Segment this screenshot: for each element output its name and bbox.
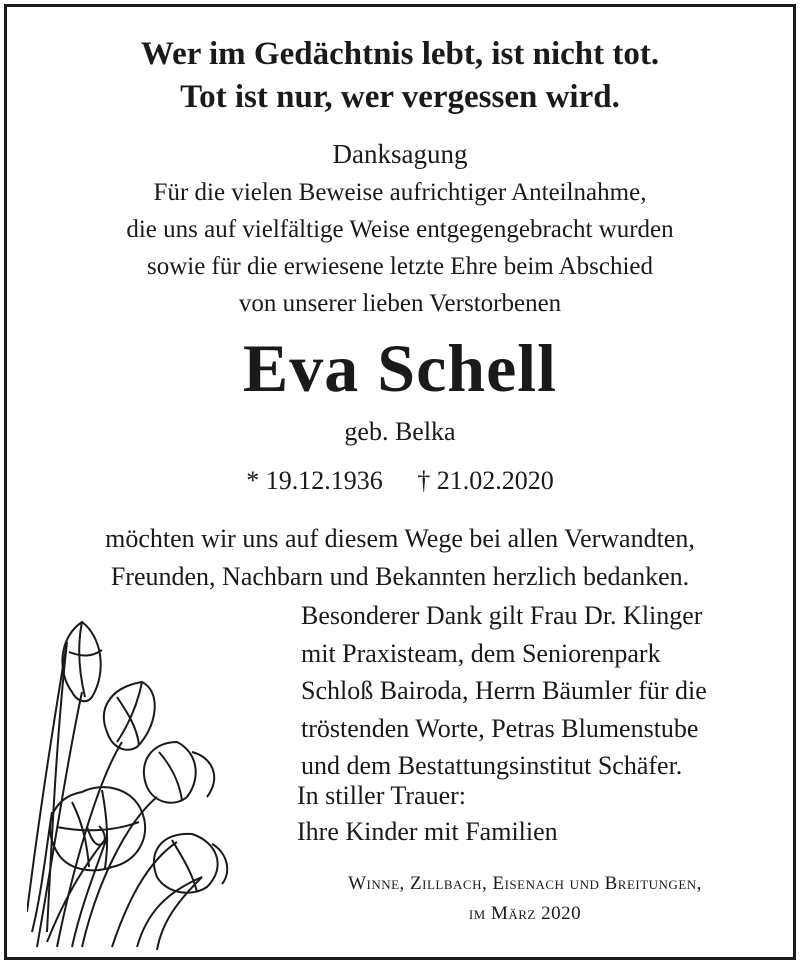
places-and-date — [257, 869, 793, 929]
mourning-line-2: Ihre Kinder mit Familien — [297, 817, 558, 846]
obituary-card — [4, 4, 796, 960]
motto-line-1: Wer im Gedächtnis lebt, ist nicht tot. — [140, 36, 660, 72]
birth-name: geb. Belka — [344, 417, 456, 446]
mourning-line-1: In stiller Trauer: — [297, 781, 466, 810]
death-date: † 21.02.2020 — [417, 466, 554, 495]
places-line: Winne, Zillbach, Eisenach und Breitungen, — [348, 873, 702, 894]
deceased-name: Eva Schell — [242, 330, 558, 406]
heading: Danksagung — [332, 139, 468, 169]
special-thanks-line: Besonderer Dank gilt Frau Dr. Klinger — [301, 601, 703, 630]
message-line: möchten wir uns auf diesem Wege bei allen Verwandten, — [105, 524, 695, 553]
thanks-line: die uns auf vielfältige Weise entgegengebracht wurden — [126, 216, 674, 243]
special-thanks-line: mit Praxisteam, dem Seniorenpark — [301, 638, 661, 668]
date-line: im März 2020 — [468, 903, 582, 924]
life-dates — [7, 463, 793, 499]
message-line: Freunden, Nachbarn und Bekannten herzlich bedanken. — [110, 562, 690, 591]
tulip-bud-middle — [144, 742, 196, 803]
motto-line-2: Tot ist nur, wer vergessen wird. — [180, 79, 620, 115]
motto — [7, 33, 793, 119]
thanks-message — [7, 520, 793, 596]
special-thanks-line: Schloß Bairoda, Herrn Bäumler für die — [301, 676, 707, 705]
thanks-line: sowie für die erwiesene letzte Ehre beim Abschied — [146, 253, 654, 280]
tulips-illustration — [27, 612, 242, 952]
thanks-text — [7, 174, 793, 322]
thanks-line: Für die vielen Beweise aufrichtiger Anteilnahme, — [153, 179, 647, 206]
birth-date: * 19.12.1936 — [246, 466, 383, 495]
tulip-bud-top — [62, 622, 100, 701]
thanks-line: von unserer lieben Verstorbenen — [238, 290, 562, 317]
mourning-signature — [297, 778, 558, 850]
special-thanks-line: tröstenden Worte, Petras Blumenstube — [301, 713, 699, 743]
special-thanks-line: und dem Bestattungsinstitut Schäfer. — [301, 751, 683, 780]
special-thanks — [301, 597, 707, 785]
